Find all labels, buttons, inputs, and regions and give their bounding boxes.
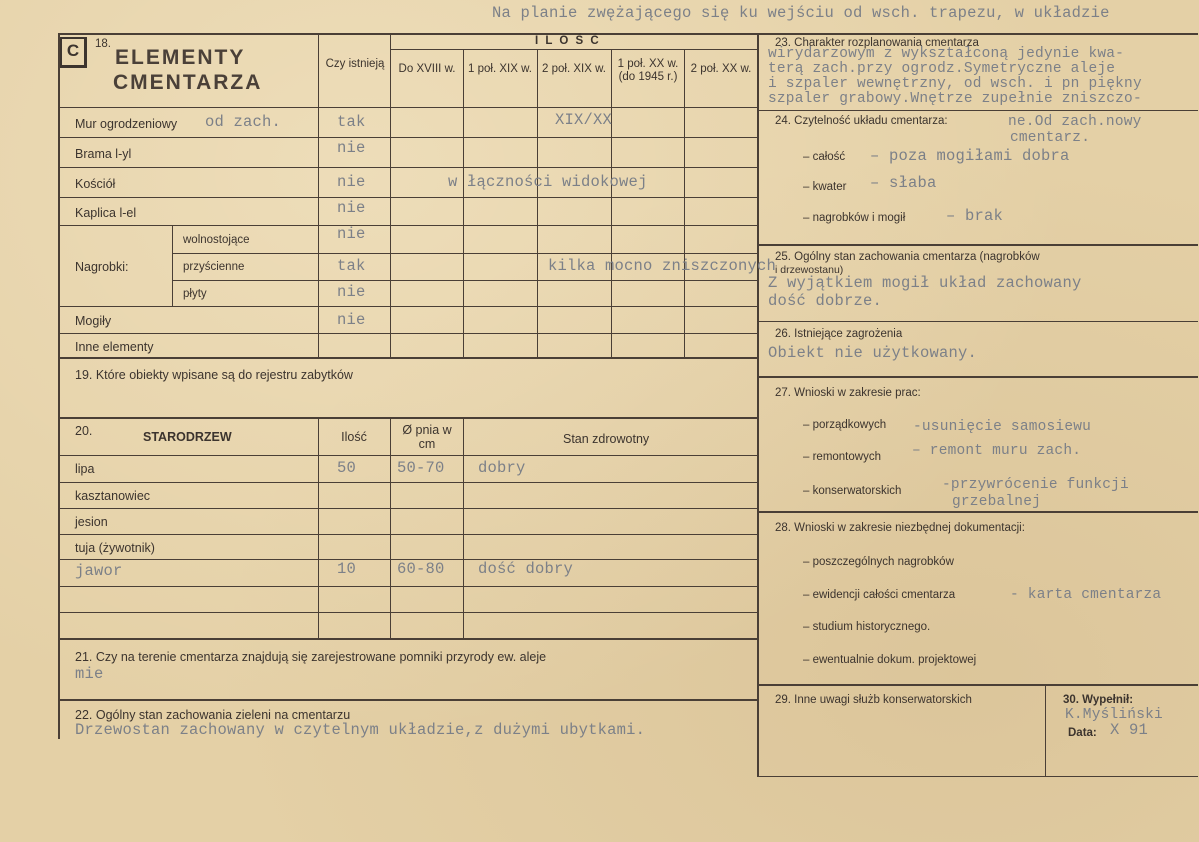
row-line [58, 225, 758, 226]
section25-label2: i drzewostanu) [775, 264, 844, 276]
row-line [58, 197, 758, 198]
section28-label: 28. Wnioski w zakresie niezbędnej dokumentacji: [775, 522, 1025, 534]
tree-count: 10 [337, 560, 357, 578]
section21-answer: mie [75, 665, 104, 683]
row-label: Mur ogrodzeniowy [75, 117, 178, 131]
section19-label: 19. Które obiekty wpisane są do rejestru zabytków [75, 368, 353, 382]
row-label: Inne elementy [75, 340, 154, 354]
row-label: Mogiły [75, 314, 112, 328]
row-label: przyścienne [183, 261, 245, 273]
section19-bottom [58, 417, 758, 419]
row-line [58, 137, 758, 138]
section24-item-value: – brak [946, 207, 1004, 225]
section26-bottom [757, 376, 1198, 378]
row-line [58, 167, 758, 168]
section24-item-value: – słaba [870, 174, 937, 192]
section24-item-value: – poza mogiłami dobra [870, 147, 1070, 165]
title-line1: ELEMENTY [115, 46, 246, 69]
section27-item-value: -przywrócenie funkcji [942, 477, 1129, 493]
section25-label: 25. Ogólny stan zachowania cmentarza (nagrobków [775, 251, 1040, 263]
tree-name: jesion [75, 515, 108, 529]
section20-title: STARODRZEW [143, 430, 232, 444]
section27-label: 27. Wnioski w zakresie prac: [775, 387, 921, 399]
row-value: kilka mocno zniszczonych [548, 257, 777, 275]
frame-middle [757, 33, 759, 777]
section27-item-value: – remont muru zach. [912, 443, 1082, 459]
section24-answer: ne.Od zach.nowy [1008, 114, 1142, 130]
section-letter-box: C [60, 37, 87, 68]
col-pnia: Ø pnia w cm [402, 423, 452, 452]
section-number: 18. [95, 38, 111, 50]
row-line [58, 333, 758, 334]
table18-col1 [318, 33, 319, 357]
title-line2: CMENTARZA [113, 71, 263, 94]
row-line [58, 534, 758, 535]
period-header: 1 poł. XIX w. [468, 63, 532, 75]
section23-line: terą zach.przy ogrodz.Symetryczne aleje [768, 61, 1116, 77]
section29-label: 29. Inne uwagi służb konserwatorskich [775, 694, 972, 706]
section27-item-label: – porządkowych [803, 419, 887, 431]
row-exists: tak [337, 257, 366, 275]
section28-item-label: – ewentualnie dokum. projektowej [803, 654, 977, 666]
tree-name: tuja (żywotnik) [75, 541, 155, 555]
section24-item-label: – kwater [803, 181, 847, 193]
section24-bottom [757, 244, 1198, 246]
row-line [58, 612, 758, 613]
section22-answer: Drzewostan zachowany w czytelnym układzie,z dużymi ubytkami. [75, 721, 646, 739]
row-line [172, 280, 758, 281]
table18-col2 [390, 33, 391, 357]
table20-header-bottom [58, 455, 758, 456]
row-line [58, 586, 758, 587]
table20-bottom [58, 638, 758, 640]
row-value: w łączności widokowej [448, 173, 648, 191]
row-exists: nie [337, 139, 366, 157]
section28-item-value: - karta cmentarza [1010, 587, 1162, 603]
table18-col4 [537, 49, 538, 357]
section25-line: Z wyjątkiem mogił układ zachowany [768, 274, 1082, 292]
row-note: od zach. [205, 113, 282, 131]
section28-bottom [757, 684, 1198, 686]
section21-label: 21. Czy na terenie cmentarza znajdują się zarejestrowane pomniki przyrody ew. aleje [75, 650, 547, 664]
row-line [58, 482, 758, 483]
section25-bottom [757, 321, 1198, 322]
section21-bottom [58, 699, 758, 701]
row-label: Kościół [75, 177, 116, 191]
table18-header-bottom [58, 107, 758, 108]
tree-state: dobry [478, 459, 526, 477]
ilosc-header: I L O Ś Ć [535, 35, 601, 47]
section30-date: X 91 [1110, 721, 1149, 739]
frame-bottom-right [757, 776, 1198, 777]
section30-date-label: Data: [1068, 727, 1097, 739]
period-header: 2 poł. XIX w. [542, 63, 606, 75]
table20-col1 [318, 417, 319, 638]
tree-dia: 60-80 [397, 560, 445, 578]
section28-item-label: – ewidencji całości cmentarza [803, 589, 956, 601]
section27-bottom [757, 511, 1198, 513]
section26-answer: Obiekt nie użytkowany. [768, 344, 978, 362]
row-value: XIX/XX [555, 111, 613, 129]
col-stan: Stan zdrowotny [563, 432, 650, 446]
row-exists: nie [337, 173, 366, 191]
ilosc-underline [390, 49, 757, 50]
header-note: Na planie zwężającego się ku wejściu od wsch. trapezu, w układzie [492, 4, 1110, 22]
section24-item-label: – nagrobków i mogił [803, 212, 906, 224]
section23-line: wirydarzowym z wykształconą jedynie kwa- [768, 46, 1125, 62]
tree-name: jawor [75, 562, 123, 580]
period-header: 1 poł. XX w. (do 1945 r.) [617, 58, 679, 84]
tree-name: lipa [75, 462, 95, 476]
col-ilosc: Ilość [341, 430, 367, 444]
table20-col2 [390, 417, 391, 638]
table18-col3 [463, 49, 464, 357]
row-label: płyty [183, 288, 207, 300]
tree-state: dość dobry [478, 560, 574, 578]
row-exists: nie [337, 283, 366, 301]
section27-item-label: – konserwatorskich [803, 485, 902, 497]
section25-line: dość dobrze. [768, 292, 883, 310]
table18-col5 [611, 49, 612, 357]
frame-top-right [757, 33, 1198, 35]
tree-dia: 50-70 [397, 459, 445, 477]
frame-top-left [58, 33, 758, 35]
section24-label: 24. Czytelność układu cmentarza: [775, 115, 948, 127]
section20-number: 20. [75, 424, 93, 438]
section22-label: 22. Ogólny stan zachowania zieleni na cmentarzu [75, 708, 351, 722]
row-exists: nie [337, 311, 366, 329]
row-label: Kaplica l-el [75, 206, 137, 220]
nagrobki-label: Nagrobki: [75, 260, 129, 274]
section27-item-label: – remontowych [803, 451, 881, 463]
row-line [58, 306, 758, 307]
section23-line: szpaler grabowy.Wnętrze zupełnie zniszczo- [768, 91, 1142, 107]
row-exists: nie [337, 199, 366, 217]
section23-label: 23. Charakter rozplanowania cmentarza [775, 37, 979, 49]
tree-name: kasztanowiec [75, 489, 151, 503]
section27-item-value2: grzebalnej [952, 494, 1042, 510]
section30-label: 30. Wypełnił: [1063, 694, 1134, 706]
section23-line: i szpaler wewnętrzny, od wsch. i pn piękny [768, 76, 1142, 92]
row-exists: tak [337, 113, 366, 131]
section27-item-value: -usunięcie samosiewu [913, 419, 1092, 435]
row-label: Brama l-yl [75, 147, 132, 161]
row-exists: nie [337, 225, 366, 243]
row-label: wolnostojące [183, 234, 250, 246]
row-line [172, 253, 758, 254]
section26-label: 26. Istniejące zagrożenia [775, 328, 903, 340]
section29-30-divider [1045, 684, 1046, 777]
period-header: Do XVIII w. [398, 63, 456, 75]
table18-col6 [684, 49, 685, 357]
section24-answer2: cmentarz. [1010, 130, 1091, 146]
tree-count: 50 [337, 459, 357, 477]
row-line [58, 508, 758, 509]
period-header: 2 poł. XX w. [690, 63, 752, 75]
section28-item-label: – poszczególnych nagrobków [803, 556, 954, 568]
col-czy-istnieja: Czy istnieją [325, 58, 385, 70]
frame-left [58, 33, 60, 739]
section30-name: K.Myśliński [1065, 707, 1163, 723]
table18-bottom [58, 357, 758, 359]
nagrobki-divider [172, 225, 173, 306]
section23-bottom [757, 110, 1198, 111]
table20-col3 [463, 417, 464, 638]
section28-item-label: – studium historycznego. [803, 621, 931, 633]
section24-item-label: – całość [803, 151, 846, 163]
